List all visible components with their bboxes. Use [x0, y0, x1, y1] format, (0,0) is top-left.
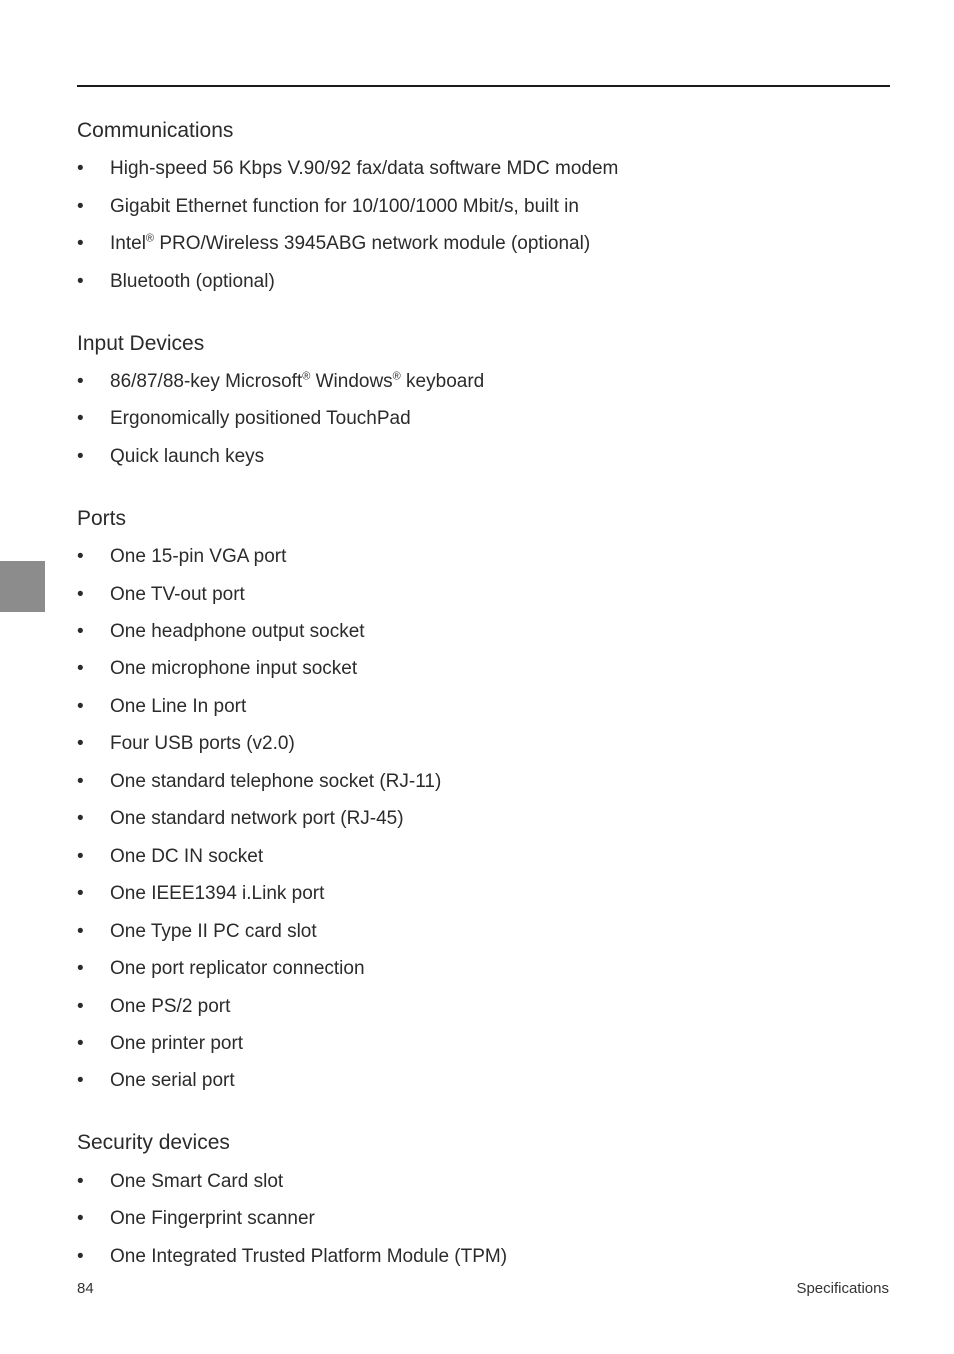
bullet — [77, 957, 99, 981]
bullet — [77, 845, 99, 869]
bullet — [77, 1170, 99, 1194]
bullet — [77, 995, 99, 1019]
bullet — [77, 807, 99, 831]
bullet — [77, 270, 99, 294]
bullet — [77, 1032, 99, 1056]
top-rule — [77, 85, 890, 87]
bullet — [77, 1069, 99, 1093]
bullet — [77, 445, 99, 469]
bullet — [77, 695, 99, 719]
footer-section-title: Specifications — [796, 1280, 889, 1297]
bullet — [77, 583, 99, 607]
bullet — [77, 157, 99, 181]
section-heading-communications: Communications — [77, 119, 234, 142]
bullet — [77, 545, 99, 569]
bullet — [77, 1245, 99, 1269]
bullet — [77, 882, 99, 906]
bullet — [77, 920, 99, 944]
bullet — [77, 407, 99, 431]
bullet — [77, 657, 99, 681]
section-heading-input-devices: Input Devices — [77, 332, 205, 355]
section-heading-security-devices: Security devices — [77, 1131, 230, 1154]
section-heading-ports: Ports — [77, 507, 127, 530]
page-number: 84 — [77, 1280, 94, 1297]
bullet — [77, 370, 99, 394]
bullet — [77, 1207, 99, 1231]
bullet — [77, 770, 99, 794]
bullet — [77, 732, 99, 756]
bullet — [77, 620, 99, 644]
bullet — [77, 195, 99, 219]
chapter-tab — [0, 561, 45, 612]
bullet — [77, 232, 99, 256]
